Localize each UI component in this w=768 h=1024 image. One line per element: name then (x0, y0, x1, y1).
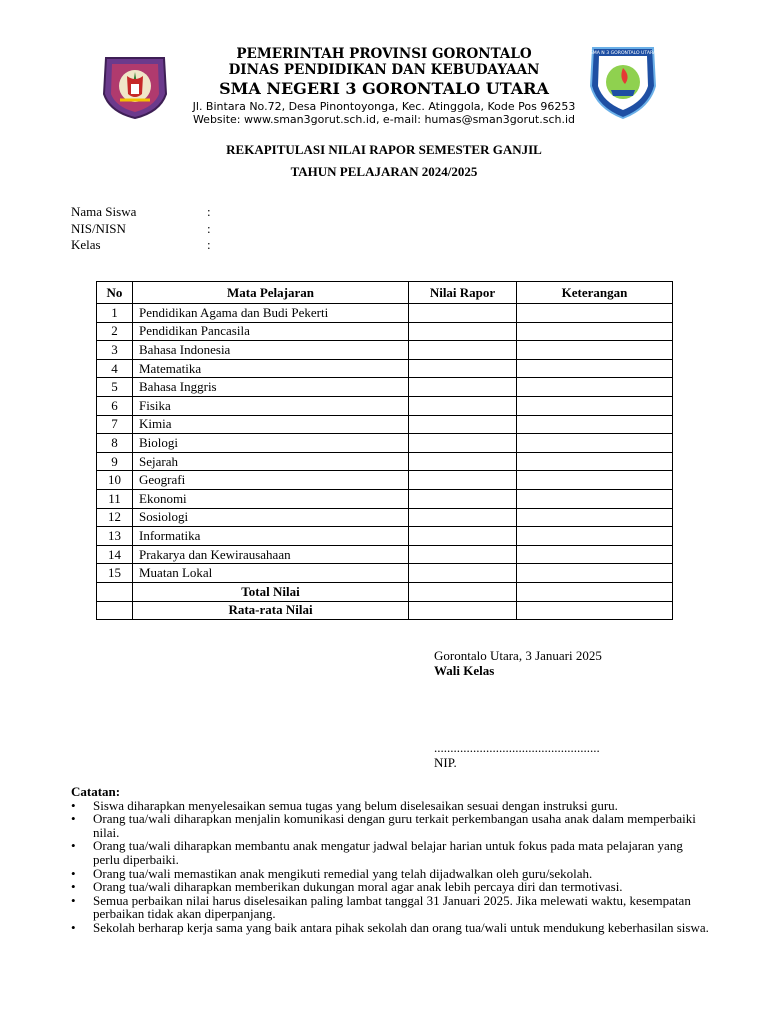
row-remark-cell (517, 508, 673, 527)
header-government-line: PEMERINTAH PROVINSI GORONTALO (236, 46, 532, 62)
row-number: 7 (97, 415, 133, 434)
row-score-cell (409, 415, 517, 434)
note-item (71, 839, 711, 866)
average-label: Rata-rata Nilai (133, 601, 409, 620)
column-header-no: No (97, 282, 133, 304)
row-remark-cell (517, 434, 673, 453)
row-score-cell (409, 564, 517, 583)
row-subject: Bahasa Inggris (133, 378, 409, 397)
average-score-cell (409, 601, 517, 620)
note-item (71, 880, 711, 894)
table-row (97, 359, 673, 378)
signature-place-date: Gorontalo Utara, 3 Januari 2025 (434, 648, 602, 663)
bullet-icon: • (71, 811, 76, 827)
row-remark-cell (517, 359, 673, 378)
bullet-icon: • (71, 797, 76, 813)
signature-block (434, 648, 602, 770)
row-remark-cell (517, 304, 673, 323)
table-row (97, 508, 673, 527)
total-remark-cell (517, 582, 673, 601)
total-label: Total Nilai (133, 582, 409, 601)
row-number: 9 (97, 452, 133, 471)
row-remark-cell (517, 564, 673, 583)
note-text: Orang tua/wali memastikan anak mengikuti remedial yang telah dijadwalkan oleh guru/sekolah. (93, 865, 593, 881)
row-subject: Ekonomi (133, 489, 409, 508)
row-score-cell (409, 396, 517, 415)
identity-separator: : (207, 220, 211, 236)
table-row (97, 341, 673, 360)
row-remark-cell (517, 322, 673, 341)
row-remark-cell (517, 341, 673, 360)
row-number: 4 (97, 359, 133, 378)
identity-separator: : (207, 204, 211, 219)
row-number: 13 (97, 527, 133, 546)
row-remark-cell (517, 396, 673, 415)
header-address: Jl. Bintara No.72, Desa Pinontoyonga, Kec. Atinggola, Kode Pos 96253 (192, 100, 576, 113)
student-identity (71, 204, 211, 254)
row-score-cell (409, 304, 517, 323)
bullet-icon: • (71, 865, 76, 881)
row-subject: Geografi (133, 471, 409, 490)
note-text: Orang tua/wali diharapkan memberikan dukungan moral agar anak lebih percaya diri dan termotivasi. (93, 879, 623, 895)
row-subject: Matematika (133, 359, 409, 378)
table-row (97, 564, 673, 583)
table-row (97, 415, 673, 434)
row-number: 5 (97, 378, 133, 397)
note-text: Semua perbaikan nilai harus diselesaikan paling lambat tanggal 31 Januari 2025. Jika melewati waktu, kesempatan perbaikan tidak akan diperpanjang. (93, 892, 691, 922)
row-subject: Informatika (133, 527, 409, 546)
table-row (97, 489, 673, 508)
note-text: Orang tua/wali diharapkan membantu anak mengatur jadwal belajar harian untuk fokus pada mata pelajaran yang perlu diperbaiki. (93, 838, 683, 867)
note-item (71, 921, 711, 935)
row-remark-cell (517, 471, 673, 490)
note-item (71, 894, 711, 921)
row-number: 8 (97, 434, 133, 453)
table-header-row (97, 282, 673, 304)
table-row (97, 545, 673, 564)
table-row (97, 471, 673, 490)
school-emblem-icon (587, 44, 659, 120)
identity-row-class (71, 237, 211, 254)
row-subject: Sejarah (133, 452, 409, 471)
document-subtitle: TAHUN PELAJARAN 2024/2025 (290, 164, 478, 179)
table-row (97, 452, 673, 471)
identity-row-name (71, 204, 211, 221)
row-score-cell (409, 378, 517, 397)
row-score-cell (409, 527, 517, 546)
row-subject: Prakarya dan Kewirausahaan (133, 545, 409, 564)
header-department-line: DINAS PENDIDIKAN DAN KEBUDAYAAN (228, 62, 540, 78)
identity-row-nis (71, 221, 211, 238)
row-score-cell (409, 508, 517, 527)
table-row (97, 304, 673, 323)
document-title: REKAPITULASI NILAI RAPOR SEMESTER GANJIL (226, 142, 542, 157)
identity-label: Nama Siswa (71, 204, 137, 219)
notes-section (71, 785, 711, 935)
identity-label: Kelas (71, 237, 101, 252)
row-subject: Pendidikan Pancasila (133, 322, 409, 341)
school-emblem-text: SMA N 3 GORONTALO UTARA (589, 51, 657, 56)
gorontalo-province-emblem-icon (100, 54, 170, 120)
signature-nip: NIP. (434, 755, 457, 770)
notes-list (71, 799, 711, 935)
identity-label: NIS/NISN (71, 220, 126, 236)
note-item (71, 799, 711, 813)
total-no-cell (97, 582, 133, 601)
table-row (97, 322, 673, 341)
bullet-icon: • (71, 838, 76, 854)
grades-table (96, 281, 673, 620)
note-text: Siswa diharapkan menyelesaikan semua tugas yang belum diselesaikan sesuai dengan instruksi guru. (93, 797, 618, 813)
average-row (97, 601, 673, 620)
note-text: Sekolah berharap kerja sama yang baik antara pihak sekolah dan orang tua/wali untuk mendukung keberhasilan siswa. (93, 919, 709, 935)
row-score-cell (409, 489, 517, 508)
note-item (71, 812, 711, 839)
total-score-cell (409, 582, 517, 601)
row-score-cell (409, 341, 517, 360)
row-score-cell (409, 545, 517, 564)
signature-line: ................................................... (434, 740, 600, 755)
row-remark-cell (517, 452, 673, 471)
row-score-cell (409, 322, 517, 341)
row-remark-cell (517, 378, 673, 397)
row-number: 14 (97, 545, 133, 564)
row-remark-cell (517, 545, 673, 564)
row-number: 15 (97, 564, 133, 583)
row-remark-cell (517, 489, 673, 508)
row-subject: Sosiologi (133, 508, 409, 527)
row-number: 3 (97, 341, 133, 360)
row-number: 6 (97, 396, 133, 415)
row-subject: Fisika (133, 396, 409, 415)
table-row (97, 434, 673, 453)
signature-role: Wali Kelas (434, 663, 495, 678)
identity-separator: : (207, 237, 211, 252)
row-subject: Pendidikan Agama dan Budi Pekerti (133, 304, 409, 323)
row-subject: Kimia (133, 415, 409, 434)
row-score-cell (409, 434, 517, 453)
total-row (97, 582, 673, 601)
average-no-cell (97, 601, 133, 620)
row-score-cell (409, 359, 517, 378)
row-subject: Muatan Lokal (133, 564, 409, 583)
average-remark-cell (517, 601, 673, 620)
row-number: 10 (97, 471, 133, 490)
table-row (97, 378, 673, 397)
table-row (97, 396, 673, 415)
header-contact: Website: www.sman3gorut.sch.id, e-mail: humas@sman3gorut.sch.id (192, 113, 576, 126)
row-remark-cell (517, 415, 673, 434)
row-number: 11 (97, 489, 133, 508)
row-number: 1 (97, 304, 133, 323)
column-header-remark: Keterangan (517, 282, 673, 304)
row-score-cell (409, 471, 517, 490)
row-subject: Bahasa Indonesia (133, 341, 409, 360)
bullet-icon: • (71, 879, 76, 895)
notes-title: Catatan: (71, 784, 121, 799)
row-remark-cell (517, 527, 673, 546)
note-text: Orang tua/wali diharapkan menjalin komunikasi dengan guru terkait perkembangan usaha anak dalam memperbaiki nilai. (93, 811, 696, 840)
note-item (71, 867, 711, 881)
row-number: 12 (97, 508, 133, 527)
row-subject: Biologi (133, 434, 409, 453)
table-row (97, 527, 673, 546)
bullet-icon: • (71, 919, 76, 935)
header-school-name: SMA NEGERI 3 GORONTALO UTARA (219, 79, 549, 98)
column-header-subject: Mata Pelajaran (133, 282, 409, 304)
row-score-cell (409, 452, 517, 471)
column-header-score: Nilai Rapor (409, 282, 517, 304)
row-number: 2 (97, 322, 133, 341)
bullet-icon: • (71, 892, 76, 908)
